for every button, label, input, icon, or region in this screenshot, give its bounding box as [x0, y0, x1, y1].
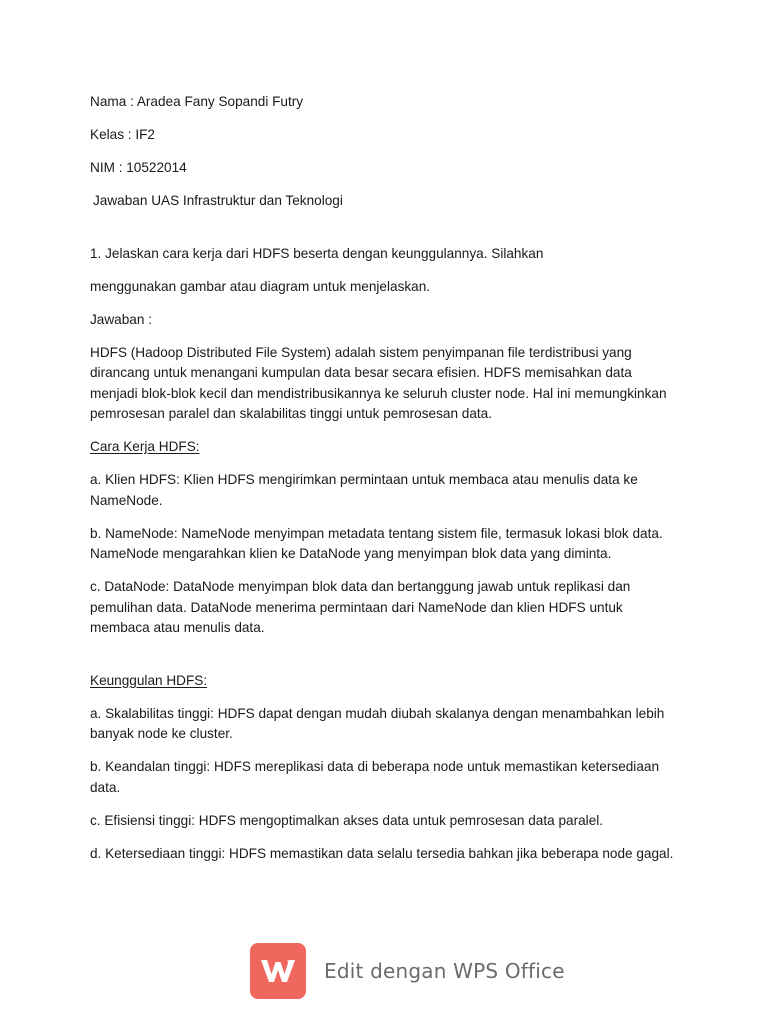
- wps-w-icon: [259, 956, 297, 986]
- keunggulan-item-c: [90, 811, 690, 832]
- intro-line: HDFS (Hadoop Distributed File System) adalah sistem penyimpanan file terdistribusi yang: [90, 344, 632, 360]
- keunggulan-item-b: [90, 757, 690, 798]
- question-block: [90, 244, 690, 331]
- item-line: a. Skalabilitas tinggi: HDFS dapat dengan mudah diubah skalanya dengan menambahkan lebih: [90, 705, 665, 721]
- cara-kerja-item-a: [90, 470, 690, 511]
- wps-edit-button[interactable]: [250, 943, 565, 999]
- keunggulan-item-a: [90, 704, 690, 745]
- cara-kerja-item-c: [90, 577, 690, 639]
- document-title: Jawaban UAS Infrastruktur dan Teknologi: [93, 193, 343, 208]
- question-line-2: menggunakan gambar atau diagram untuk menjelaskan.: [90, 278, 431, 294]
- wps-logo: [250, 943, 306, 999]
- intro-line: menjadi blok-blok kecil dan mendistribusikannya ke seluruh cluster node. Hal ini memungkinkan: [90, 385, 667, 401]
- item-line: data.: [90, 779, 121, 795]
- item-line: d. Ketersediaan tinggi: HDFS memastikan data selalu tersedia bahkan jika beberapa node gagal.: [90, 845, 674, 861]
- answer-label: Jawaban :: [90, 311, 152, 327]
- keunggulan-heading: Keunggulan HDFS:: [90, 672, 208, 688]
- intro-line: pemrosesan paralel dan skalabilitas tinggi untuk pemrosesan data.: [90, 406, 493, 421]
- cara-kerja-item-b: [90, 524, 690, 565]
- item-line: NameNode.: [90, 492, 163, 508]
- item-line: pemulihan data. DataNode menerima permintaan dari NameNode dan klien HDFS untuk: [90, 599, 623, 615]
- item-line: b. Keandalan tinggi: HDFS mereplikasi data di beberapa node untuk memastikan ketersediaan: [90, 759, 660, 774]
- item-line: c. Efisiensi tinggi: HDFS mengoptimalkan akses data untuk pemrosesan data paralel.: [90, 812, 604, 828]
- item-line: NameNode mengarahkan klien ke DataNode yang menyimpan blok data yang diminta.: [90, 546, 612, 561]
- question-line-1: 1. Jelaskan cara kerja dari HDFS beserta dengan keunggulannya. Silahkan: [90, 245, 544, 261]
- student-nim: NIM : 10522014: [90, 160, 187, 175]
- student-class: Kelas : IF2: [90, 127, 155, 142]
- cara-kerja-heading: Cara Kerja HDFS:: [90, 439, 200, 454]
- wps-edit-label[interactable]: Edit dengan WPS Office: [324, 959, 565, 983]
- document-body: [90, 92, 690, 877]
- intro-paragraph: [90, 343, 690, 425]
- item-line: b. NameNode: NameNode menyimpan metadata tentang sistem file, termasuk lokasi blok data.: [90, 525, 663, 541]
- student-name: Nama : Aradea Fany Sopandi Futry: [90, 94, 304, 109]
- item-line: membaca atau menulis data.: [90, 620, 265, 635]
- item-line: c. DataNode: DataNode menyimpan blok data dan bertanggung jawab untuk replikasi dan: [90, 579, 631, 594]
- item-line: a. Klien HDFS: Klien HDFS mengirimkan permintaan untuk membaca atau menulis data ke: [90, 472, 638, 487]
- keunggulan-item-d: [90, 844, 690, 865]
- intro-line: dirancang untuk menangani kumpulan data besar secara efisien. HDFS memisahkan data: [90, 365, 632, 380]
- item-line: banyak node ke cluster.: [90, 726, 233, 741]
